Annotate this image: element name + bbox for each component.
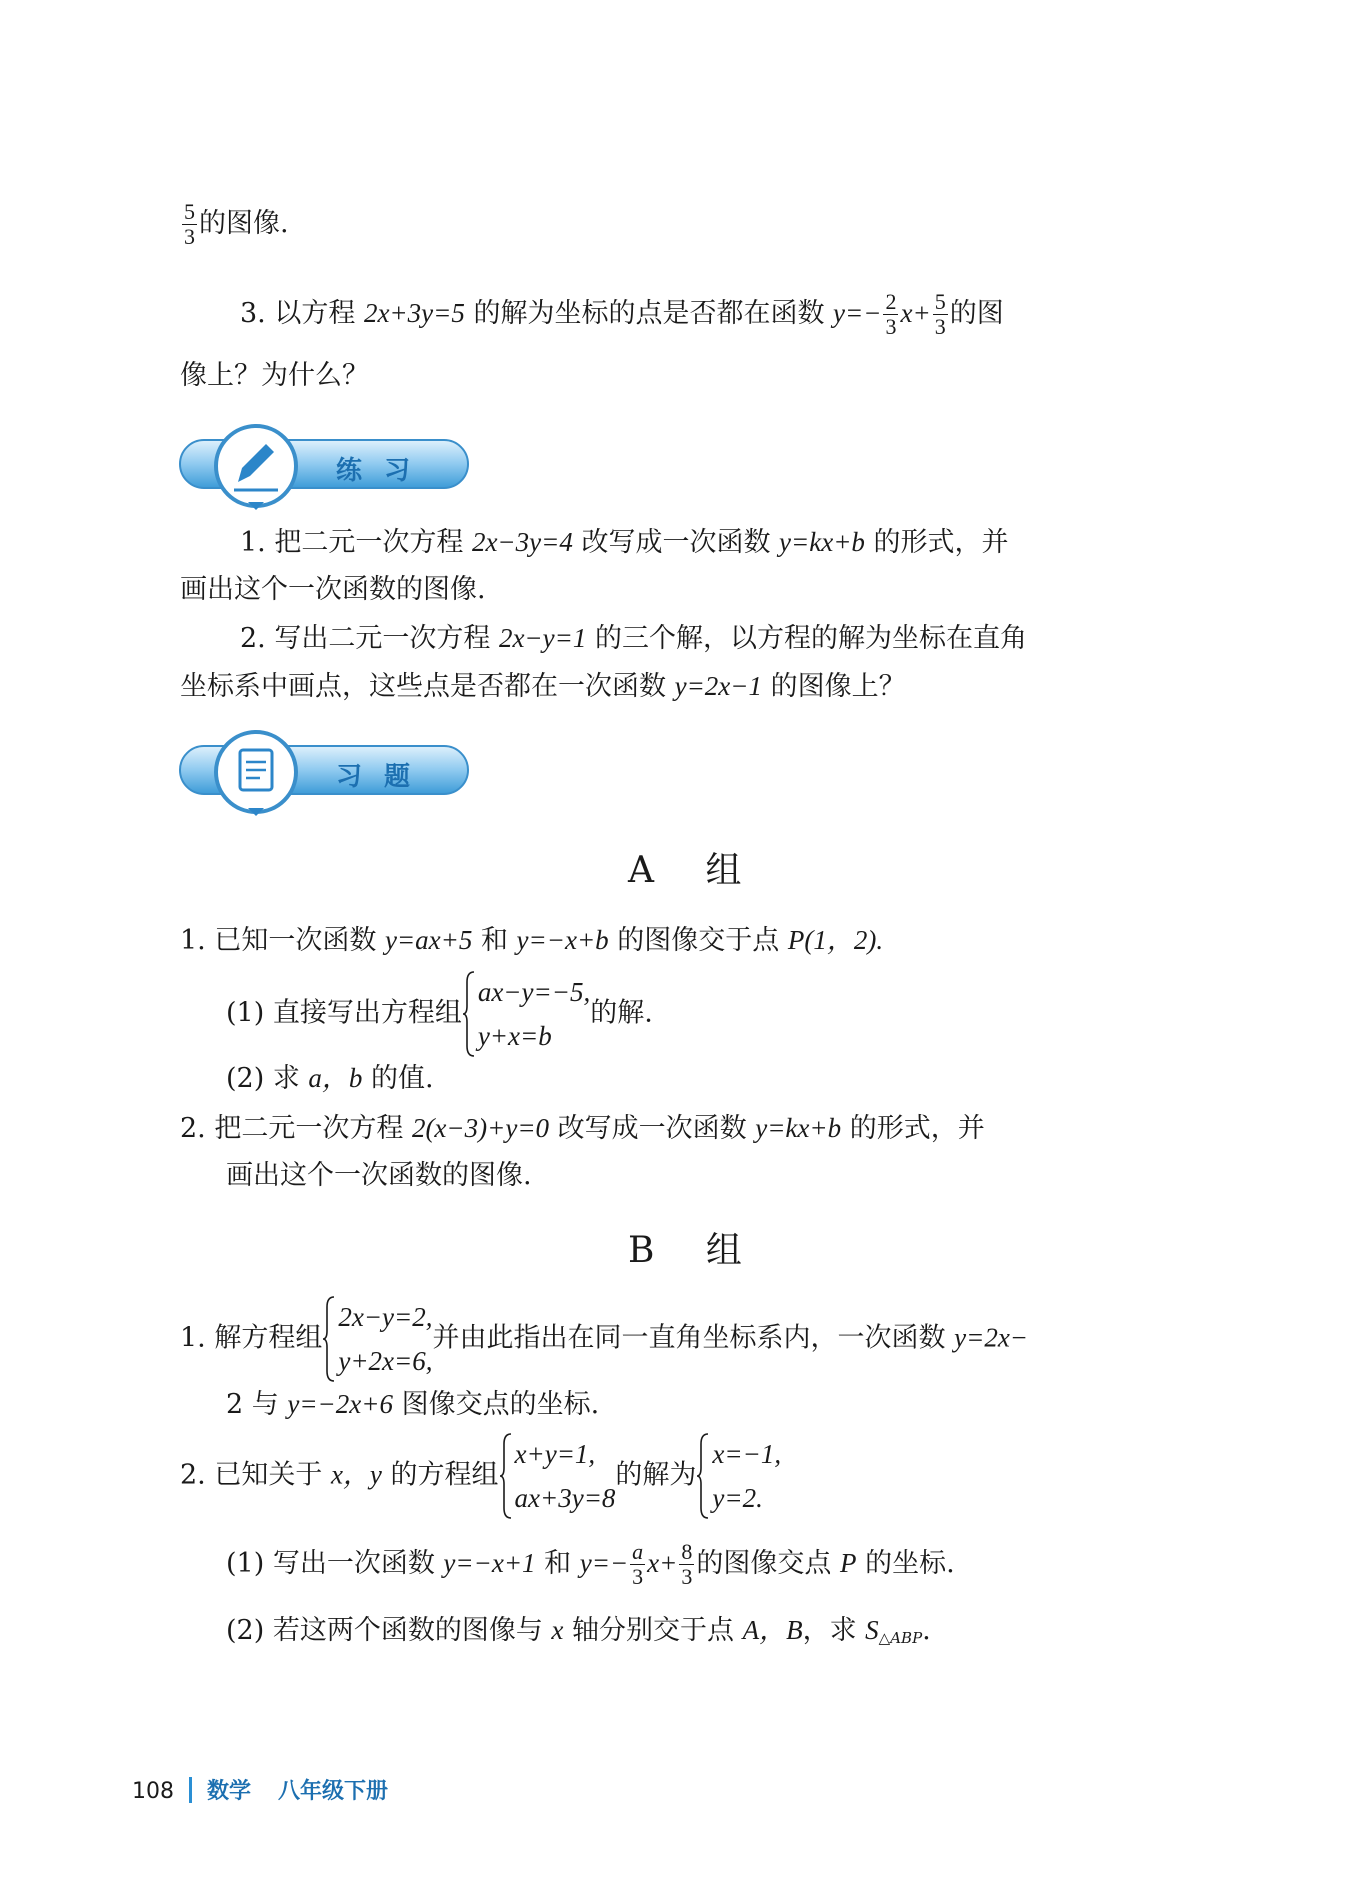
- practice-1-line-1: 1. 把二元一次方程 2x−3y=4 改写成一次函数 y=kx+b 的形式，并: [240, 527, 1009, 558]
- practice-1-line-2: 画出这个一次函数的图像.: [180, 574, 486, 605]
- page-footer: [132, 1774, 388, 1805]
- group-b-title: B 组: [628, 1230, 762, 1271]
- equation-system: 2x−y=2, y+2x=6,: [322, 1295, 432, 1383]
- fraction: $\frac{5}{3}$: [934, 289, 946, 339]
- b2-sub-2: (2) 若这两个函数的图像与 x 轴分别交于点 A，B，求 $S_{\triangle ABP}$.: [226, 1615, 931, 1647]
- equation-system: ax−y=−5, y+x=b: [462, 970, 590, 1058]
- exercises-title: 习题: [336, 762, 433, 792]
- question-3-line-1: 3. 以方程 2x+3y=5 的解为坐标的点是否都在函数 y=− $\frac{2}{3}$ x+ $\frac{5}{3}$ 的图: [240, 289, 1004, 339]
- a1-line: 1. 已知一次函数 y=ax+5 和 y=−x+b 的图像交于点 P(1，2).: [180, 925, 884, 956]
- footer-subject: 数学: [207, 1779, 252, 1804]
- b1-line-2: 2 与 y=−2x+6 图像交点的坐标.: [226, 1389, 600, 1420]
- b2-line: 2. 已知关于 x，y 的方程组 x+y=1, ax+3y=8 的解为 x=−1, y=2.: [180, 1432, 781, 1522]
- page-number: 108: [132, 1779, 174, 1804]
- fraction: $\frac{8}{3}$: [681, 1539, 693, 1589]
- fraction: $\frac{a}{3}$: [632, 1539, 644, 1589]
- a2-line-2: 画出这个一次函数的图像.: [226, 1160, 532, 1191]
- a2-line-1: 2. 把二元一次方程 2(x−3)+y=0 改写成一次函数 y=kx+b 的形式，并: [180, 1113, 985, 1144]
- b1-line-1: 1. 解方程组 2x−y=2, y+2x=6, 并由此指出在同一直角坐标系内，一次函数 y=2x−: [180, 1295, 1028, 1385]
- a1-sub-1: (1) 直接写出方程组 ax−y=−5, y+x=b 的解.: [226, 970, 653, 1060]
- continued-text: $\frac{5}{3}$ 的图像.: [184, 199, 289, 249]
- footer-divider: [189, 1777, 192, 1803]
- practice-title: 练习: [336, 456, 433, 486]
- group-a-title: A 组: [628, 850, 762, 891]
- fraction: $\frac{2}{3}$: [885, 289, 897, 339]
- b2-sub-1: (1) 写出一次函数 y=−x+1 和 y=− $\frac{a}{3}$ x+ $\frac{8}{3}$ 的图像交点 P 的坐标.: [226, 1539, 955, 1589]
- solution-system: x=−1, y=2.: [696, 1432, 781, 1520]
- fraction: $\frac{5}{3}$: [184, 199, 195, 249]
- question-3-line-2: 像上？为什么？: [180, 360, 369, 391]
- footer-grade: 八年级下册: [278, 1779, 389, 1804]
- practice-banner: [178, 420, 478, 512]
- practice-2-line-2: 坐标系中画点，这些点是否都在一次函数 y=2x−1 的图像上？: [180, 671, 906, 702]
- equation-system: x+y=1, ax+3y=8: [499, 1432, 616, 1520]
- a1-sub-2: (2) 求 a，b 的值.: [226, 1063, 434, 1094]
- practice-2-line-1: 2. 写出二元一次方程 2x−y=1 的三个解，以方程的解为坐标在直角: [240, 623, 1027, 654]
- exercises-banner: [178, 726, 478, 818]
